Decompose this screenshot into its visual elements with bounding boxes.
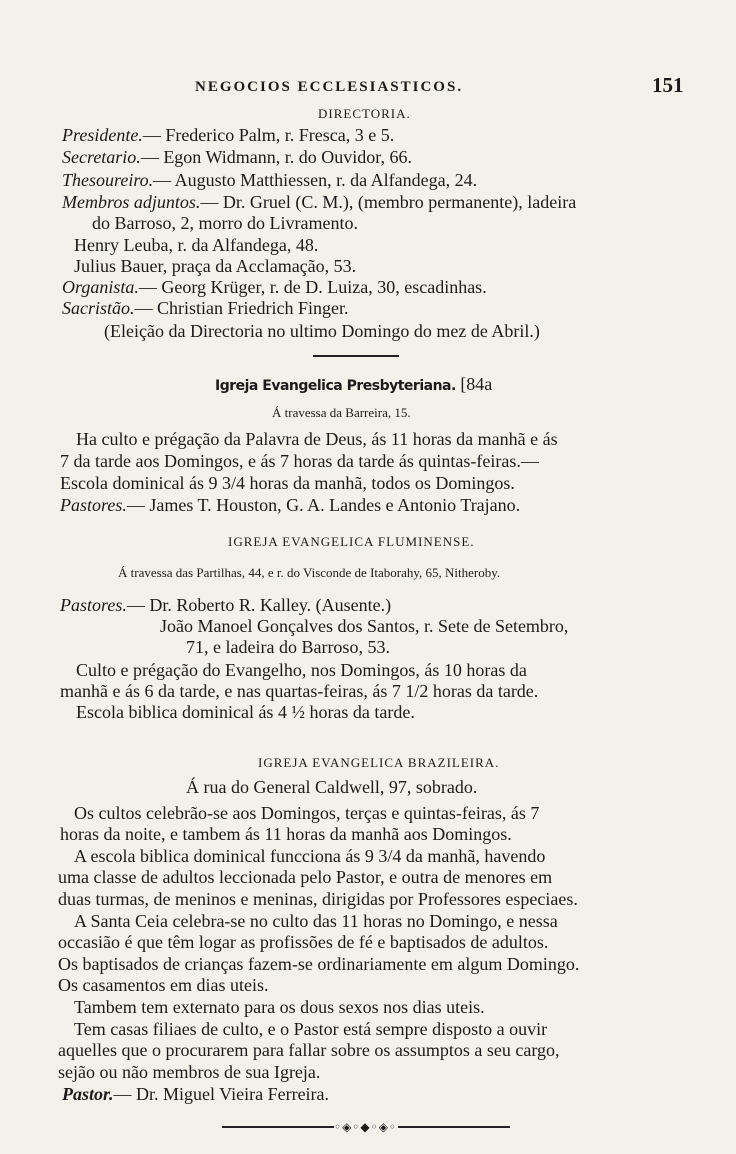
role-text: — Dr. Gruel (C. M.), (membro permanente), ladeira [200, 192, 577, 212]
page-number: 151 [652, 73, 684, 97]
presbyteriana-title: Igreja Evangelica Presbyteriana. [215, 378, 456, 394]
ornament-center-icon: ◦◈◦◆◦◈◦ [334, 1120, 397, 1134]
presbyteriana-line-3: Escola dominical ás 9 3/4 horas da manhã, todos os Domingos. [60, 473, 515, 493]
brazileira-line-6: A Santa Ceia celebra-se no culto das 11 horas no Domingo, e nessa [74, 911, 558, 931]
directoria-thesoureiro [62, 169, 477, 191]
membros-line-3: Henry Leuba, r. da Alfandega, 48. [74, 235, 319, 255]
role-text: — Dr. Roberto R. Kalley. (Ausente.) [126, 595, 392, 615]
fluminense-pastores [60, 594, 391, 616]
fluminense-title: IGREJA EVANGELICA FLUMINENSE. [228, 534, 475, 549]
directoria-membros [62, 191, 576, 213]
role-text: — Egon Widmann, r. do Ouvidor, 66. [140, 147, 413, 167]
section-divider [313, 355, 399, 357]
brazileira-line-9: Os casamentos em dias uteis. [58, 975, 269, 995]
role-label: Thesoureiro. [62, 170, 154, 190]
directoria-secretario [62, 146, 412, 168]
directoria-presidente [62, 124, 394, 146]
presbyteriana-line-2: 7 da tarde aos Domingos, e ás 7 horas da tarde ás quintas-feiras.— [60, 451, 539, 471]
fluminense-culto-2: manhã e ás 6 da tarde, e nas quartas-feiras, ás 7 1/2 horas da tarde. [60, 681, 539, 701]
role-text: — Frederico Palm, r. Fresca, 3 e 5. [142, 125, 395, 145]
brazileira-line-2: horas da noite, e tambem ás 11 horas da manhã aos Domingos. [60, 824, 512, 844]
role-label: Pastores. [60, 495, 127, 515]
presbyteriana-address: Á travessa da Barreira, 15. [272, 405, 411, 420]
brazileira-address: Á rua do General Caldwell, 97, sobrado. [186, 777, 478, 797]
directoria-sacristao [62, 297, 349, 319]
role-text: — Christian Friedrich Finger. [134, 298, 349, 318]
brazileira-line-11: Tem casas filiaes de culto, e o Pastor está sempre disposto a ouvir [74, 1019, 548, 1039]
ornament-rule-left [222, 1126, 334, 1128]
section-heading-directoria: DIRECTORIA. [318, 106, 411, 121]
role-label: Organista. [62, 277, 139, 297]
role-label: Presidente. [62, 125, 143, 145]
brazileira-line-12: aquelles que o procurarem para fallar sobre os assumptos a seu cargo, [58, 1040, 560, 1060]
brazileira-title: IGREJA EVANGELICA BRAZILEIRA. [258, 755, 500, 770]
brazileira-line-8: Os baptisados de crianças fazem-se ordinariamente em algum Domingo. [58, 954, 580, 974]
role-label: Sacristão. [62, 298, 135, 318]
eleicao-note: (Eleição da Directoria no ultimo Domingo do mez de Abril.) [104, 321, 540, 341]
role-text: — James T. Houston, G. A. Landes e Antonio Trajano. [126, 495, 521, 515]
brazileira-line-7: occasião é que têm logar as profissões de fé e baptisados de adultos. [58, 932, 549, 952]
role-label: Pastor. [62, 1084, 114, 1104]
role-text: — Augusto Matthiessen, r. da Alfandega, 24. [153, 170, 478, 190]
fluminense-pastor-2b: 71, e ladeira do Barroso, 53. [186, 637, 390, 657]
fluminense-address: Á travessa das Partilhas, 44, e r. do Visconde de Itaborahy, 65, Nitheroby. [118, 565, 501, 580]
role-label: Membros adjuntos. [62, 192, 201, 212]
brazileira-pastor [62, 1083, 329, 1105]
brazileira-line-3: A escola biblica dominical funcciona ás 9 3/4 da manhã, havendo [74, 846, 546, 866]
role-text: — Georg Krüger, r. de D. Luiza, 30, escadinhas. [138, 277, 487, 297]
role-text: — Dr. Miguel Vieira Ferreira. [113, 1084, 330, 1104]
brazileira-line-4: uma classe de adultos leccionada pelo Pastor, e outra de menores em [58, 867, 553, 887]
presbyteriana-title-line [215, 373, 492, 397]
presbyteriana-pastores [60, 494, 520, 516]
brazileira-line-1: Os cultos celebrão-se aos Domingos, terças e quintas-feiras, ás 7 [74, 803, 540, 823]
role-label: Pastores. [60, 595, 127, 615]
brazileira-line-13: sejão ou não membros de sua Igreja. [58, 1062, 321, 1082]
presbyteriana-note: [84a [460, 374, 493, 394]
brazileira-line-10: Tambem tem externato para os dous sexos nos dias uteis. [74, 997, 485, 1017]
membros-line-4: Julius Bauer, praça da Acclamação, 53. [74, 256, 357, 276]
fluminense-pastor-2: João Manoel Gonçalves dos Santos, r. Sete de Setembro, [160, 616, 569, 636]
directoria-organista [62, 276, 487, 298]
ornament-rule-right [398, 1126, 510, 1128]
brazileira-line-5: duas turmas, de meninos e meninas, dirigidas por Professores especiaes. [58, 889, 578, 909]
role-label: Secretario. [62, 147, 141, 167]
membros-line-2: do Barroso, 2, morro do Livramento. [92, 213, 358, 233]
fluminense-culto-1: Culto e prégação do Evangelho, nos Domingos, ás 10 horas da [76, 660, 527, 680]
running-title: NEGOCIOS ECCLESIASTICOS. [195, 79, 464, 95]
fluminense-escola: Escola biblica dominical ás 4 ½ horas da tarde. [76, 702, 415, 722]
presbyteriana-line-1: Ha culto e prégação da Palavra de Deus, ás 11 horas da manhã e ás [76, 429, 558, 449]
